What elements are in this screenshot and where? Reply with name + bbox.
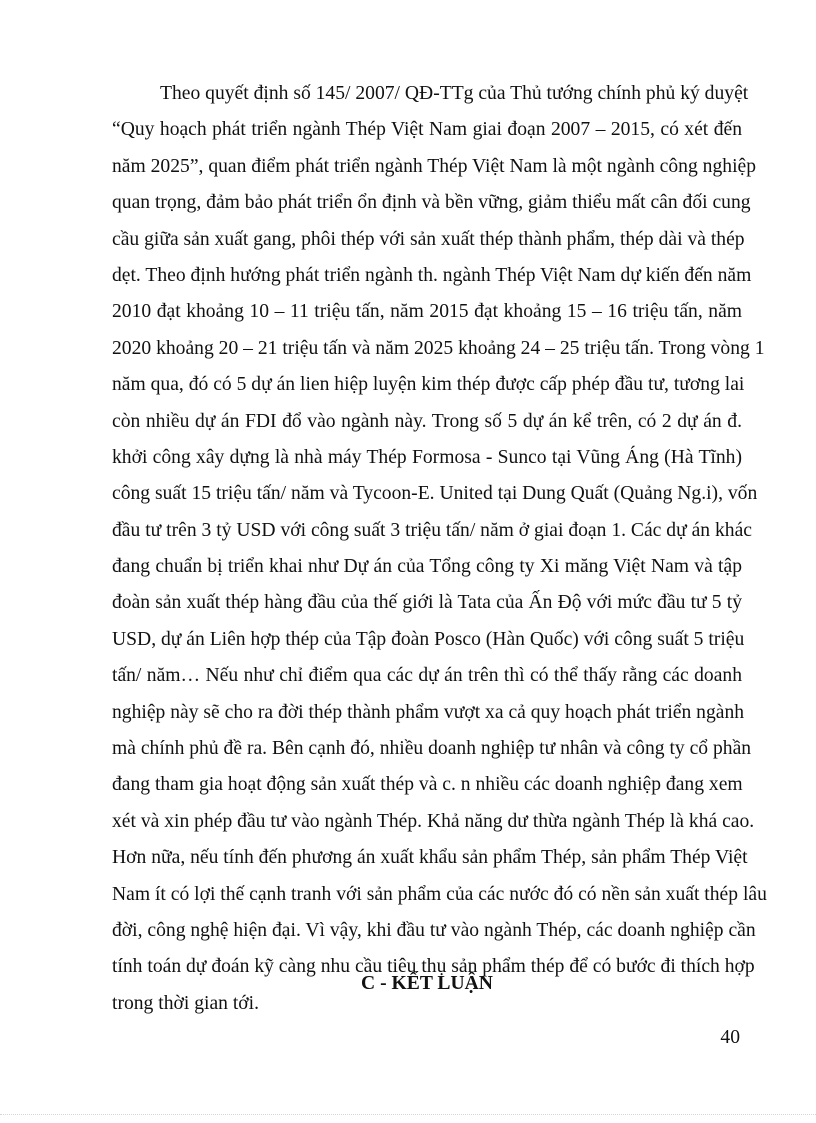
paragraph-line: 2010 đạt khoảng 10 – 11 triệu tấn, năm 2015 đạt khoảng 15 – 16 triệu tấn, năm	[112, 301, 742, 323]
paragraph-line: năm qua, đó có 5 dự án lien hiệp luyện kim thép được cấp phép đầu tư, tương lai	[112, 374, 745, 396]
paragraph-line: còn nhiều dự án FDI đổ vào ngành này. Trong số 5 dự án kể trên, có 2 dự án đ.	[112, 410, 742, 432]
paragraph-line: “Quy hoạch phát triển ngành Thép Việt Nam giai đoạn 2007 – 2015, có xét đến	[112, 119, 742, 141]
paragraph-line: nghiệp này sẽ cho ra đời thép thành phẩm vượt xa cả quy hoạch phát triển ngành	[112, 701, 745, 723]
paragraph-line: 2020 khoảng 20 – 21 triệu tấn và năm 2025 khoảng 24 – 25 triệu tấn. Trong vòng 1	[112, 337, 765, 359]
paragraph-line: mà chính phủ đề ra. Bên cạnh đó, nhiều doanh nghiệp tư nhân và công ty cổ phần	[112, 738, 752, 760]
paragraph-line: đầu tư trên 3 tỷ USD với công suất 3 triệu tấn/ năm ở giai đoạn 1. Các dự án khác	[112, 519, 752, 541]
paragraph-line: khởi công xây dựng là nhà máy Thép Formosa - Sunco tại Vũng Áng (Hà Tĩnh)	[112, 446, 742, 468]
body-paragraph	[112, 76, 767, 1022]
paragraph-line: đời, công nghệ hiện đại. Vì vậy, khi đầu tư vào ngành Thép, các doanh nghiệp cần	[112, 919, 756, 941]
paragraph-line: Nam ít có lợi thế cạnh tranh với sản phẩm của các nước đó có nền sản xuất thép lâu	[112, 883, 767, 905]
paragraph-line: trong thời gian tới.	[112, 992, 259, 1014]
section-heading: C - KẾT LUẬN	[361, 973, 493, 994]
paragraph-line: công suất 15 triệu tấn/ năm và Tycoon-E. United tại Dung Quất (Quảng Ng.i), vốn	[112, 483, 758, 505]
page-number: 40	[720, 1027, 740, 1048]
paragraph-line: quan trọng, đảm bảo phát triển ổn định và bền vững, giảm thiểu mất cân đối cung	[112, 192, 751, 214]
paragraph-line: USD, dự án Liên hợp thép của Tập đoàn Posco (Hàn Quốc) với công suất 5 triệu	[112, 628, 745, 650]
paragraph-line: tính toán dự đoán kỹ càng nhu cầu tiêu thụ sản phẩm thép để có bước đi thích hợp	[112, 956, 755, 978]
paragraph-line: Hơn nữa, nếu tính đến phương án xuất khẩu sản phẩm Thép, sản phẩm Thép Việt	[112, 847, 748, 869]
paragraph-line: năm 2025”, quan điểm phát triển ngành Thép Việt Nam là một ngành công nghiệp	[112, 155, 757, 177]
paragraph-line: cầu giữa sản xuất gang, phôi thép với sản xuất thép thành phẩm, thép dài và thép	[112, 228, 745, 250]
paragraph-line: đang tham gia hoạt động sản xuất thép và c. n nhiều các doanh nghiệp đang xem	[112, 774, 743, 796]
paragraph-line: tấn/ năm… Nếu như chỉ điểm qua các dự án trên thì có thể thấy rằng các doanh	[112, 665, 742, 687]
paragraph-line: đoàn sản xuất thép hàng đầu của thế giới là Tata của Ấn Độ với mức đầu tư 5 tỷ	[112, 592, 742, 614]
paragraph-line: đang chuẩn bị triển khai như Dự án của Tổng công ty Xi măng Việt Nam và tập	[112, 556, 742, 578]
paragraph-line: xét và xin phép đầu tư vào ngành Thép. Khả năng dư thừa ngành Thép là khá cao.	[112, 810, 755, 832]
paragraph-line: Theo quyết định số 145/ 2007/ QĐ-TTg của Thủ tướng chính phủ ký duyệt	[160, 83, 749, 104]
page-bottom-divider	[0, 1114, 816, 1115]
paragraph-line: dẹt. Theo định hướng phát triển ngành th. ngành Thép Việt Nam dự kiến đến năm	[112, 264, 752, 286]
